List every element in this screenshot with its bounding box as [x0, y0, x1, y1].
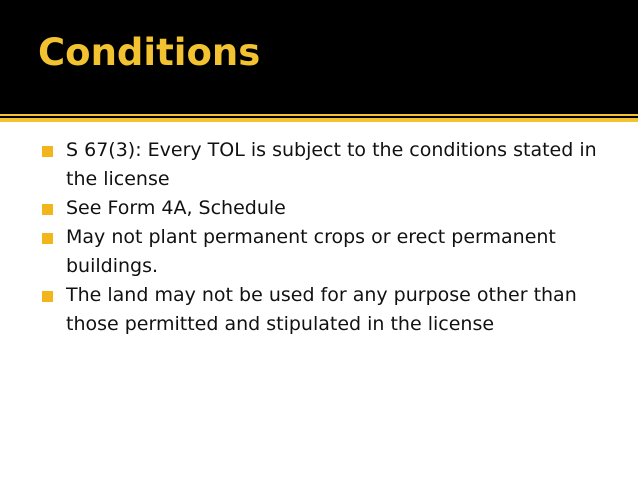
- bullet-item: [40, 281, 600, 339]
- bullet-item: [40, 223, 600, 281]
- square-bullet-icon: [42, 204, 53, 215]
- title-band: [0, 0, 638, 114]
- square-bullet-icon: [42, 291, 53, 302]
- bullet-item: [40, 136, 600, 194]
- bullet-text: See Form 4A, Schedule: [66, 197, 286, 219]
- content-area: [0, 122, 638, 479]
- square-bullet-icon: [42, 146, 53, 157]
- bullet-text: The land may not be used for any purpose other than those permitted and stipulated in the license: [66, 284, 577, 335]
- bullet-text: S 67(3): Every TOL is subject to the conditions stated in the license: [66, 139, 597, 190]
- slide-title: Conditions: [38, 31, 261, 74]
- bullet-list: [40, 136, 600, 339]
- bullet-item: [40, 194, 600, 223]
- square-bullet-icon: [42, 233, 53, 244]
- bullet-text: May not plant permanent crops or erect permanent buildings.: [66, 226, 556, 277]
- title-divider-thin: [0, 114, 638, 116]
